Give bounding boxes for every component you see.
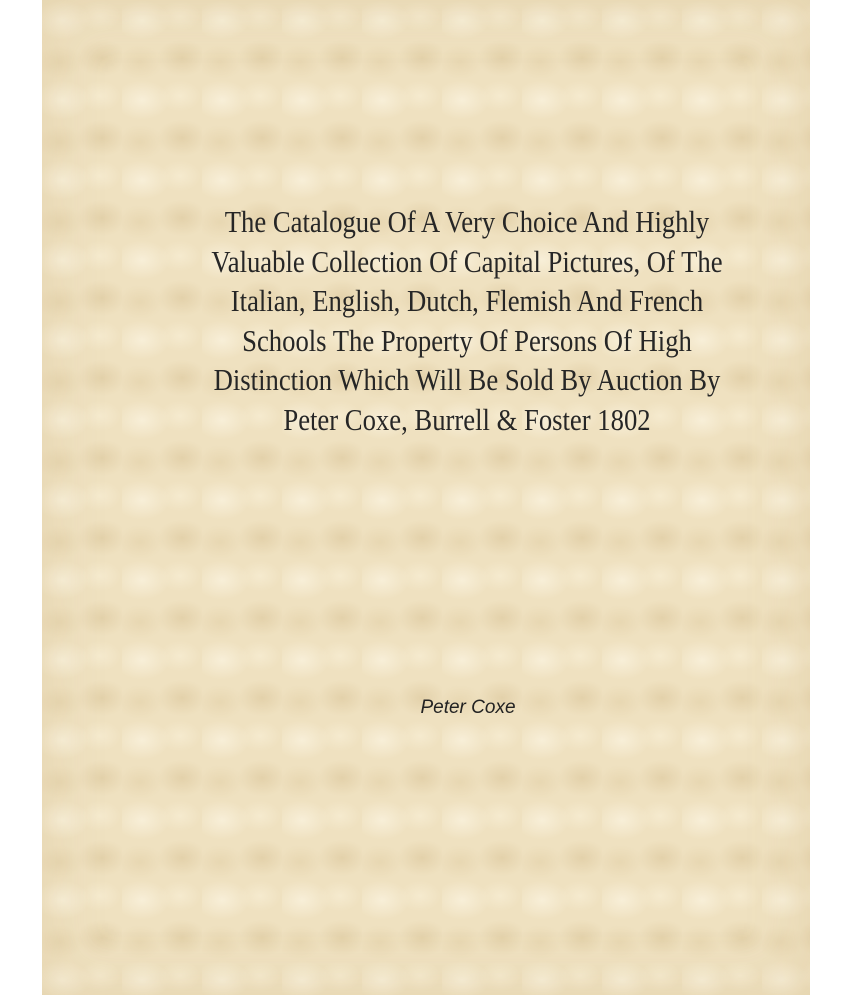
book-author: Peter Coxe bbox=[420, 697, 516, 718]
book-title: The Catalogue Of A Very Choice And Highly Valuable Collection Of Capital Pictures, Of The Italian, English, Dutch, Flemish And French Schools The Property Of Persons Of High Distinction Which Will Be Sold By Auction By Peter Coxe, Burrell & Foster 1802 bbox=[211, 204, 723, 437]
book-cover bbox=[42, 0, 810, 995]
